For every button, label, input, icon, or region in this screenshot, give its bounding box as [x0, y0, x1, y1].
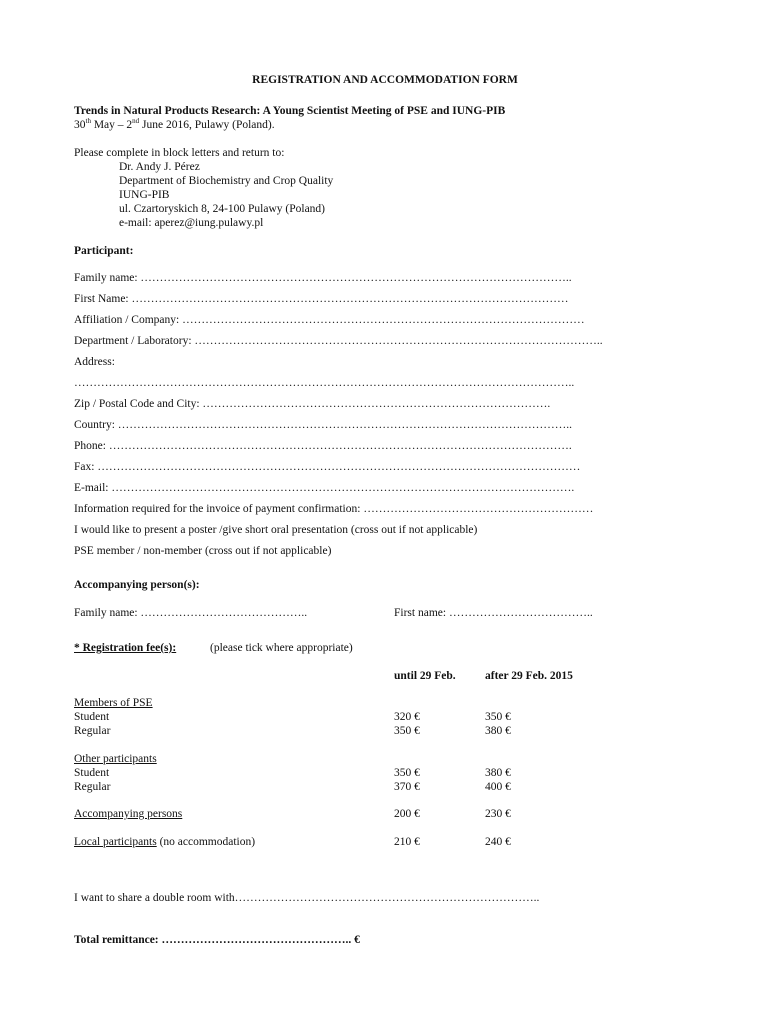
date-start-day: 30 [74, 119, 86, 131]
other-student-after[interactable]: 380 € [485, 767, 511, 779]
column-until: until 29 Feb. [394, 670, 456, 682]
accompanying-heading: Accompanying person(s): [74, 579, 200, 591]
column-after: after 29 Feb. 2015 [485, 670, 573, 682]
pse-regular-until[interactable]: 350 € [394, 725, 420, 737]
return-intro: Please complete in block letters and return to: [74, 147, 285, 159]
country-field[interactable]: Country: ……………………………………………………………………………………………………….. [74, 419, 573, 431]
contact-email[interactable]: e-mail: aperez@iung.pulawy.pl [119, 217, 264, 229]
address-line: Department of Biochemistry and Crop Quality [119, 175, 334, 187]
other-student-label: Student [74, 767, 110, 779]
address-line: ul. Czartoryskich 8, 24-100 Pulawy (Poland) [119, 203, 326, 215]
address-label: Address: [74, 356, 115, 368]
form-title: REGISTRATION AND ACCOMMODATION FORM [252, 74, 518, 86]
local-participants-row [74, 836, 255, 848]
family-name-field[interactable]: Family name: ………………………………………………………………………………………………….. [74, 272, 572, 284]
accompanying-persons-until[interactable]: 200 € [394, 808, 420, 820]
date-start-sup: th [85, 117, 91, 126]
pse-student-label: Student [74, 711, 110, 723]
pse-regular-after[interactable]: 380 € [485, 725, 511, 737]
affiliation-field[interactable]: Affiliation / Company: …………………………………………………………………………………………… [74, 314, 585, 326]
fax-field[interactable]: Fax: ……………………………………………………………………………………………………………… [74, 461, 581, 473]
address-line: Dr. Andy J. Pérez [119, 161, 200, 173]
zip-city-field[interactable]: Zip / Postal Code and City: ………………………………………………………………………………. [74, 398, 551, 410]
registration-fee-heading: * Registration fee(s): [74, 642, 177, 654]
participant-heading: Participant: [74, 245, 134, 257]
address-line: IUNG-PIB [119, 189, 170, 201]
first-name-field[interactable]: First Name: …………………………………………………………………………………………………… [74, 293, 569, 305]
local-participants-after[interactable]: 240 € [485, 836, 511, 848]
accompanying-first-name-field[interactable]: First name: ……………………………….. [394, 607, 593, 619]
meeting-name: Trends in Natural Products Research: A Young Scientist Meeting of PSE and IUNG-PIB [74, 105, 506, 117]
accompanying-persons-after[interactable]: 230 € [485, 808, 511, 820]
other-student-until[interactable]: 350 € [394, 767, 420, 779]
date-rest: June 2016, Pulawy (Poland). [139, 119, 275, 131]
pse-student-after[interactable]: 350 € [485, 711, 511, 723]
other-participants-heading: Other participants [74, 753, 157, 765]
other-regular-after[interactable]: 400 € [485, 781, 511, 793]
phone-field[interactable]: Phone: …………………………………………………………………………………………………………. [74, 440, 572, 452]
total-remittance-field[interactable]: Total remittance: ………………………………………….. € [74, 934, 360, 946]
presentation-option[interactable]: I would like to present a poster /give short oral presentation (cross out if not applicable) [74, 524, 478, 536]
pse-student-until[interactable]: 320 € [394, 711, 420, 723]
local-participants-label: Local participants [74, 836, 157, 848]
date-mid: May – 2 [90, 119, 133, 131]
email-field[interactable]: E-mail: …………………………………………………………………………………………………………. [74, 482, 575, 494]
local-participants-until[interactable]: 210 € [394, 836, 420, 848]
double-room-field[interactable]: I want to share a double room with…………………………………………………………………….. [74, 892, 540, 904]
pse-regular-label: Regular [74, 725, 111, 737]
address-field[interactable]: ………………………………………………………………………………………………………………….. [74, 377, 575, 389]
membership-option[interactable]: PSE member / non-member (cross out if not applicable) [74, 545, 332, 557]
other-regular-label: Regular [74, 781, 111, 793]
pse-members-heading: Members of PSE [74, 697, 153, 709]
accompanying-persons-label: Accompanying persons [74, 808, 183, 820]
invoice-info-field[interactable]: Information required for the invoice of payment confirmation: …………………………………………………… [74, 503, 594, 515]
meeting-date [74, 119, 275, 131]
date-end-sup: nd [132, 117, 140, 126]
registration-fee-note: (please tick where appropriate) [210, 642, 353, 654]
other-regular-until[interactable]: 370 € [394, 781, 420, 793]
department-field[interactable]: Department / Laboratory: …………………………………………………………………………………………….. [74, 335, 603, 347]
accompanying-family-name-field[interactable]: Family name: …………………………………….. [74, 607, 308, 619]
local-participants-note: (no accommodation) [156, 836, 256, 848]
